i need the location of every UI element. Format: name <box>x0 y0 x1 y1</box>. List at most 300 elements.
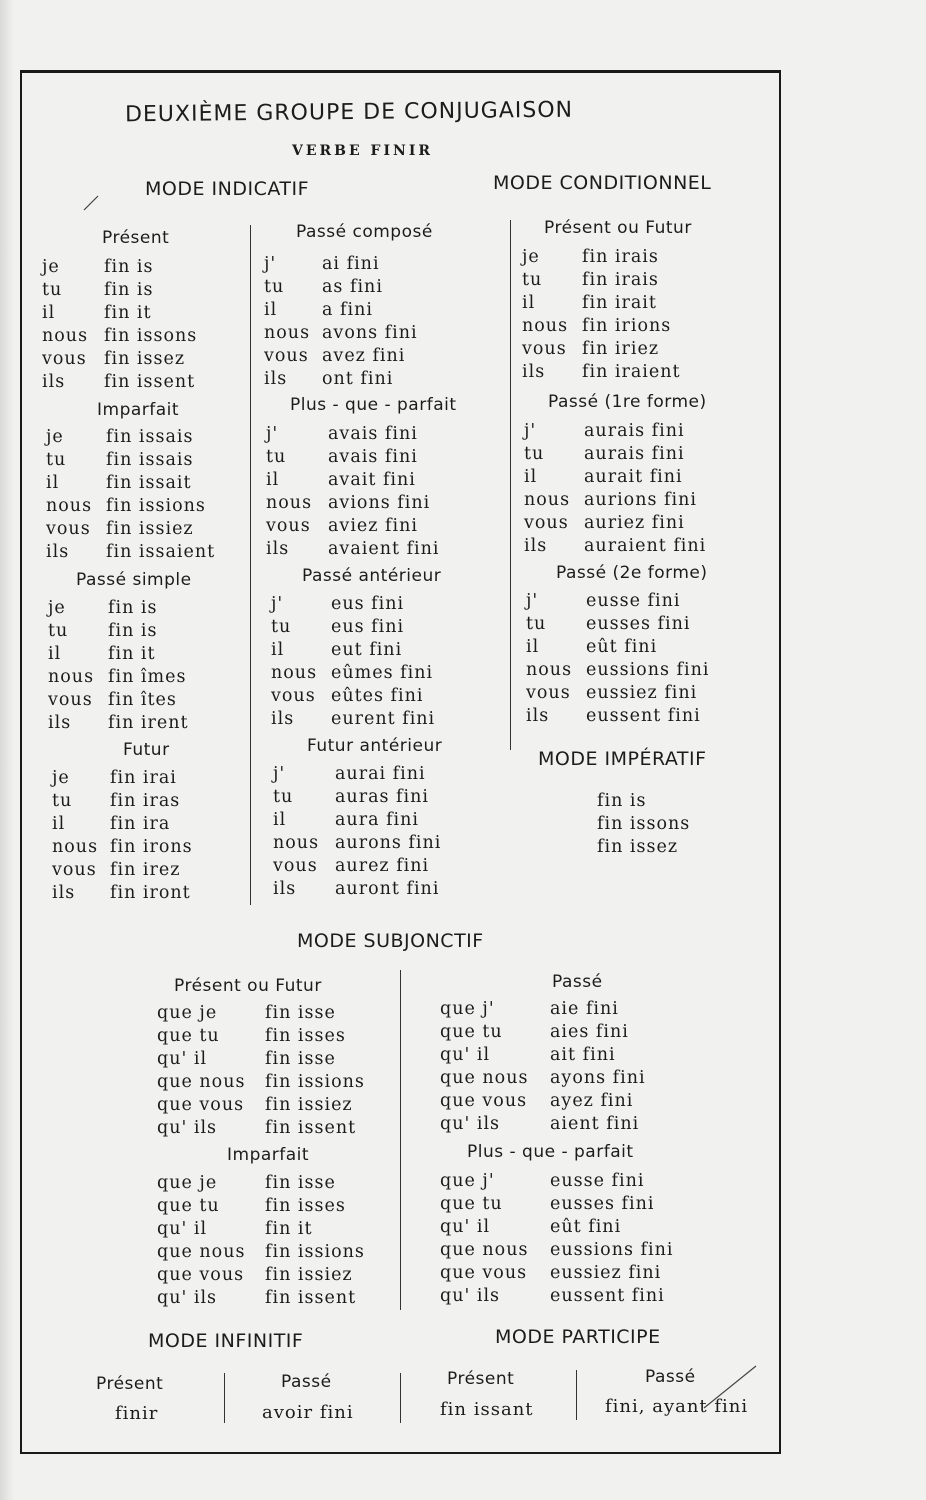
pronoun: il <box>264 300 278 320</box>
conjugation-row <box>526 659 709 682</box>
verb-form: aurez fini <box>335 856 430 876</box>
verb-form: avions fini <box>328 493 431 513</box>
conjugation-row <box>273 855 441 878</box>
mode-conditionnel-heading: MODE CONDITIONNEL <box>493 172 712 194</box>
pronoun: j' <box>271 594 284 614</box>
verb-form: fin is <box>104 280 154 300</box>
column-divider <box>400 970 401 1310</box>
verb-form: fin irons <box>110 837 193 857</box>
conjugation-row <box>524 466 706 489</box>
verb-form: fin is <box>108 621 158 641</box>
verb-form: ayez fini <box>550 1091 634 1111</box>
tense-label: Présent ou Futur <box>544 218 692 238</box>
verb-form: avais fini <box>328 424 418 444</box>
pronoun: vous <box>271 686 316 706</box>
tense-label: Présent ou Futur <box>174 976 322 996</box>
pronoun: qu' il <box>157 1049 208 1069</box>
tense-label: Plus - que - parfait <box>467 1142 634 1162</box>
verb-form: eusses fini <box>586 614 691 634</box>
conjugation-row <box>522 292 681 315</box>
pronoun: que nous <box>157 1242 246 1262</box>
verb-form: eut fini <box>331 640 403 660</box>
conjugation-row <box>266 515 440 538</box>
conjugation-block <box>264 253 418 391</box>
conjugation-row <box>526 705 709 728</box>
verb-form: eûtes fini <box>331 686 424 706</box>
verb-form: aurait fini <box>584 467 683 487</box>
verb-form: auriez fini <box>584 513 685 533</box>
verb-form: fin ira <box>110 814 171 834</box>
conjugation-row <box>52 859 193 882</box>
verb-form: eussions fini <box>586 660 710 680</box>
conjugation-row <box>526 590 709 613</box>
conjugation-block <box>42 256 197 394</box>
verb-form: fin issais <box>106 427 194 447</box>
verb-form: fin it <box>104 303 152 323</box>
conjugation-row <box>271 685 435 708</box>
pronoun: il <box>273 810 287 830</box>
conjugation-row <box>42 302 197 325</box>
pronoun: vous <box>52 860 97 880</box>
conjugation-row <box>440 1170 673 1193</box>
conjugation-block <box>266 423 440 561</box>
verb-form: fin irez <box>110 860 181 880</box>
verb-form: eussiez fini <box>550 1263 662 1283</box>
conjugation-row <box>157 1195 365 1218</box>
pronoun: il <box>522 293 536 313</box>
conjugation-row <box>440 1067 646 1090</box>
pronoun: que j' <box>440 999 495 1019</box>
verb-form: fin it <box>108 644 156 664</box>
verb-form: fin is <box>108 598 158 618</box>
participe-passe-label: Passé <box>645 1367 696 1387</box>
pronoun: que je <box>157 1003 218 1023</box>
tense-label: Futur antérieur <box>307 736 443 756</box>
pronoun: que tu <box>157 1196 220 1216</box>
verb-form: fin issions <box>265 1242 365 1262</box>
participe-present-value: fin issant <box>440 1399 534 1420</box>
verb-form: aurai fini <box>335 764 426 784</box>
verb-form: eussiez fini <box>586 683 698 703</box>
conjugation-row <box>52 767 193 790</box>
verb-form: auraient fini <box>584 536 707 556</box>
verb-form: auras fini <box>335 787 429 807</box>
pronoun: vous <box>42 349 87 369</box>
tense-label: Passé simple <box>76 570 192 590</box>
pronoun: il <box>266 470 280 490</box>
verb-form: eussent fini <box>550 1286 665 1306</box>
conjugation-row <box>48 689 189 712</box>
verb-form: fin issez <box>104 349 186 369</box>
conjugation-row <box>46 449 215 472</box>
conjugation-row <box>440 1090 646 1113</box>
verb-form: aient fini <box>550 1114 640 1134</box>
pronoun: ils <box>264 369 288 389</box>
conjugation-row <box>157 1287 365 1310</box>
infinitif-passe-label: Passé <box>281 1372 332 1392</box>
tense-label: Présent <box>102 228 170 248</box>
pronoun: je <box>52 768 70 788</box>
infinitif-present-value: finir <box>115 1403 159 1424</box>
pronoun: que vous <box>157 1095 245 1115</box>
pronoun: j' <box>526 591 539 611</box>
pronoun: que nous <box>440 1240 529 1260</box>
verb-form: fin issais <box>106 450 194 470</box>
verb-form: eût fini <box>550 1217 622 1237</box>
conjugation-row <box>273 832 441 855</box>
tense-label: Passé antérieur <box>302 566 442 586</box>
pronoun: il <box>46 473 60 493</box>
conjugation-row <box>264 368 418 391</box>
conjugation-row <box>273 878 441 901</box>
pronoun: qu' ils <box>157 1118 218 1138</box>
verb-form: eusse fini <box>550 1171 645 1191</box>
verb-form: avons fini <box>322 323 418 343</box>
conjugation-row <box>42 348 197 371</box>
pronoun: tu <box>273 787 294 807</box>
conjugation-row <box>271 639 435 662</box>
verb-form: fin irais <box>582 270 659 290</box>
verb-form: fin irent <box>108 713 189 733</box>
conjugation-row <box>271 662 435 685</box>
conjugation-block <box>48 597 189 735</box>
verb-form: auront fini <box>335 879 440 899</box>
conjugation-row <box>526 636 709 659</box>
conjugation-row <box>524 420 706 443</box>
conjugation-row <box>264 322 418 345</box>
pronoun: je <box>46 427 64 447</box>
pronoun: ils <box>46 542 70 562</box>
verb-form: fin issons <box>104 326 198 346</box>
pronoun: ils <box>522 362 546 382</box>
conjugation-row <box>522 315 681 338</box>
verb-form: eus fini <box>331 617 405 637</box>
conjugation-row <box>522 338 681 361</box>
conjugation-row <box>271 708 435 731</box>
pronoun: ils <box>273 879 297 899</box>
pronoun: qu' ils <box>440 1114 501 1134</box>
conjugation-block <box>157 1172 365 1310</box>
pronoun: qu' ils <box>440 1286 501 1306</box>
pronoun: tu <box>42 280 63 300</box>
verb-form: fin it <box>265 1219 313 1239</box>
conjugation-row <box>46 518 215 541</box>
imperatif-block <box>597 790 690 859</box>
pencil-mark <box>82 192 102 212</box>
pronoun: ils <box>526 706 550 726</box>
verb-form: aura fini <box>335 810 420 830</box>
pronoun: vous <box>522 339 567 359</box>
infinitif-passe-value: avoir fini <box>262 1402 354 1423</box>
conjugation-row <box>273 809 441 832</box>
conjugation-row <box>273 763 441 786</box>
conjugation-row <box>271 593 435 616</box>
pronoun: qu' il <box>157 1219 208 1239</box>
conjugation-row <box>524 489 706 512</box>
pronoun: j' <box>266 424 279 444</box>
verb-form: ayons fini <box>550 1068 646 1088</box>
verb-form: fin irai <box>110 768 177 788</box>
verb-form: eussent fini <box>586 706 701 726</box>
conjugation-row <box>157 1025 365 1048</box>
verb-form: avez fini <box>322 346 406 366</box>
participe-passe-value: fini, ayant fini <box>605 1396 749 1417</box>
pronoun: que nous <box>157 1072 246 1092</box>
conjugation-row <box>524 535 706 558</box>
conjugation-row <box>157 1264 365 1287</box>
pronoun: tu <box>46 450 67 470</box>
conjugation-row <box>264 345 418 368</box>
conjugation-row <box>46 495 215 518</box>
verb-form: fin isse <box>265 1003 336 1023</box>
pronoun: que je <box>157 1173 218 1193</box>
verb-form: aurais fini <box>584 444 685 464</box>
pronoun: nous <box>271 663 318 683</box>
pronoun: j' <box>524 421 537 441</box>
pronoun: tu <box>526 614 547 634</box>
conjugation-row <box>46 426 215 449</box>
conjugation-row <box>48 712 189 735</box>
conjugation-block <box>271 593 435 731</box>
verb-form: ait fini <box>550 1045 616 1065</box>
conjugation-row <box>522 361 681 384</box>
verb-form: as fini <box>322 277 383 297</box>
verb-form: fin issait <box>106 473 192 493</box>
verb-form: eurent fini <box>331 709 436 729</box>
participe-present-label: Présent <box>447 1369 515 1389</box>
verb-form: eus fini <box>331 594 405 614</box>
pronoun: ils <box>48 713 72 733</box>
pronoun: que nous <box>440 1068 529 1088</box>
pronoun: ils <box>271 709 295 729</box>
conjugation-row <box>440 1239 673 1262</box>
column-divider <box>576 1370 577 1420</box>
verb-form: fin issions <box>106 496 206 516</box>
pronoun: que vous <box>440 1091 528 1111</box>
column-divider <box>250 225 251 905</box>
mode-infinitif-heading: MODE INFINITIF <box>148 1330 304 1352</box>
verb-form: fin issiez <box>106 519 194 539</box>
verb-form: avait fini <box>328 470 416 490</box>
imperatif-form: fin issons <box>597 814 691 834</box>
verb-form: fin is <box>104 257 154 277</box>
conjugation-row <box>52 790 193 813</box>
verb-form: fin iras <box>110 791 181 811</box>
verb-form: fin isse <box>265 1173 336 1193</box>
conjugation-row <box>264 276 418 299</box>
pronoun: il <box>48 644 62 664</box>
conjugation-row <box>157 1094 365 1117</box>
conjugation-block <box>526 590 709 728</box>
pronoun: nous <box>52 837 99 857</box>
page-title: DEUXIÈME GROUPE DE CONJUGAISON <box>124 97 574 128</box>
verb-form: aurions fini <box>584 490 697 510</box>
pronoun: vous <box>48 690 93 710</box>
conjugation-row <box>440 998 646 1021</box>
conjugation-row <box>440 1021 646 1044</box>
conjugation-row <box>157 1002 365 1025</box>
conjugation-row <box>266 423 440 446</box>
verb-form: fin issiez <box>265 1265 353 1285</box>
pronoun: nous <box>46 496 93 516</box>
conjugation-row <box>157 1241 365 1264</box>
conjugation-row <box>46 541 215 564</box>
conjugation-row <box>524 443 706 466</box>
conjugation-row <box>157 1048 365 1071</box>
pronoun: tu <box>52 791 73 811</box>
verb-form: fin irais <box>582 247 659 267</box>
tense-label: Imparfait <box>97 400 180 420</box>
pronoun: nous <box>524 490 571 510</box>
pronoun: nous <box>526 660 573 680</box>
verb-form: aie fini <box>550 999 619 1019</box>
pronoun: je <box>48 598 66 618</box>
conjugation-block <box>52 767 193 905</box>
verb-form: fin issaient <box>106 542 216 562</box>
verb-form: aies fini <box>550 1022 629 1042</box>
conjugation-block <box>46 426 215 564</box>
conjugation-row <box>273 786 441 809</box>
verb-form: aurais fini <box>584 421 685 441</box>
verb-form: aurons fini <box>335 833 442 853</box>
pronoun: il <box>42 303 56 323</box>
mode-subjonctif-heading: MODE SUBJONCTIF <box>297 930 484 952</box>
verb-form: eussions fini <box>550 1240 674 1260</box>
tense-label: Imparfait <box>227 1145 310 1165</box>
column-divider <box>224 1373 225 1423</box>
pronoun: vous <box>266 516 311 536</box>
pronoun: nous <box>266 493 313 513</box>
imperatif-form: fin is <box>597 791 647 811</box>
pronoun: qu' il <box>440 1217 491 1237</box>
conjugation-row <box>440 1044 646 1067</box>
verb-form: fin isse <box>265 1049 336 1069</box>
conjugation-row <box>440 1285 673 1308</box>
conjugation-row <box>266 492 440 515</box>
verb-form: fin issions <box>265 1072 365 1092</box>
pronoun: que tu <box>440 1022 503 1042</box>
pronoun: nous <box>273 833 320 853</box>
conjugation-row <box>48 643 189 666</box>
conjugation-row <box>42 325 197 348</box>
verb-form: fin iront <box>110 883 191 903</box>
verb-form: ai fini <box>322 254 380 274</box>
pronoun: vous <box>526 683 571 703</box>
pencil-mark <box>700 1362 760 1412</box>
verb-form: eusses fini <box>550 1194 655 1214</box>
verb-form: fin isses <box>265 1196 346 1216</box>
pronoun: je <box>522 247 540 267</box>
pronoun: il <box>526 637 540 657</box>
conjugation-row <box>52 813 193 836</box>
verb-form: avaient fini <box>328 539 440 559</box>
pronoun: vous <box>264 346 309 366</box>
pronoun: vous <box>524 513 569 533</box>
conjugation-row <box>440 1193 673 1216</box>
pronoun: ils <box>42 372 66 392</box>
conjugation-row <box>522 269 681 292</box>
verb-form: fin iriez <box>582 339 660 359</box>
imperatif-form: fin issez <box>597 837 679 857</box>
pronoun: tu <box>264 277 285 297</box>
pronoun: tu <box>271 617 292 637</box>
conjugation-block <box>440 1170 673 1308</box>
conjugation-row <box>264 299 418 322</box>
verb-form: fin isses <box>265 1026 346 1046</box>
conjugation-row <box>42 371 197 394</box>
pronoun: que tu <box>440 1194 503 1214</box>
verb-form: eûmes fini <box>331 663 434 683</box>
pronoun: je <box>42 257 60 277</box>
pronoun: tu <box>522 270 543 290</box>
pronoun: que j' <box>440 1171 495 1191</box>
infinitif-present-label: Présent <box>96 1374 164 1394</box>
pronoun: il <box>524 467 538 487</box>
pronoun: ils <box>266 539 290 559</box>
verb-form: fin îtes <box>108 690 177 710</box>
verb-form: fin issent <box>265 1118 357 1138</box>
verb-form: eût fini <box>586 637 658 657</box>
conjugation-row <box>48 620 189 643</box>
conjugation-row <box>48 666 189 689</box>
conjugation-row <box>271 616 435 639</box>
mode-indicatif-heading: MODE INDICATIF <box>145 178 310 200</box>
pronoun: il <box>271 640 285 660</box>
conjugation-row <box>440 1113 646 1136</box>
mode-imperatif-heading: MODE IMPÉRATIF <box>538 748 707 770</box>
pronoun: tu <box>266 447 287 467</box>
verb-form: fin issiez <box>265 1095 353 1115</box>
tense-label: Plus - que - parfait <box>290 395 457 415</box>
conjugation-block <box>157 1002 365 1140</box>
conjugation-row <box>440 1262 673 1285</box>
conjugation-row <box>522 246 681 269</box>
tense-label: Passé composé <box>296 222 433 242</box>
conjugation-row <box>157 1172 365 1195</box>
pronoun: j' <box>273 764 286 784</box>
verb-form: ont fini <box>322 369 394 389</box>
pronoun: que tu <box>157 1026 220 1046</box>
page-edge-shadow <box>0 0 14 1500</box>
verb-form: avais fini <box>328 447 418 467</box>
pronoun: nous <box>522 316 569 336</box>
pronoun: tu <box>48 621 69 641</box>
pronoun: que vous <box>157 1265 245 1285</box>
verb-form: fin irait <box>582 293 657 313</box>
tense-label: Passé <box>552 972 603 992</box>
tense-label: Passé (2e forme) <box>556 563 708 583</box>
conjugation-row <box>524 512 706 535</box>
verb-form: fin issent <box>104 372 196 392</box>
pronoun: ils <box>524 536 548 556</box>
conjugation-row <box>42 279 197 302</box>
conjugation-row <box>48 597 189 620</box>
conjugation-row <box>157 1071 365 1094</box>
pronoun: ils <box>52 883 76 903</box>
verb-form: fin iraient <box>582 362 681 382</box>
pronoun: qu' ils <box>157 1288 218 1308</box>
conjugation-row <box>52 882 193 905</box>
conjugation-row <box>157 1117 365 1140</box>
column-divider <box>510 220 511 750</box>
pronoun: nous <box>264 323 311 343</box>
conjugation-block <box>273 763 441 901</box>
conjugation-row <box>46 472 215 495</box>
pronoun: vous <box>273 856 318 876</box>
pronoun: nous <box>48 667 95 687</box>
tense-label: Futur <box>123 740 170 760</box>
pronoun: vous <box>46 519 91 539</box>
